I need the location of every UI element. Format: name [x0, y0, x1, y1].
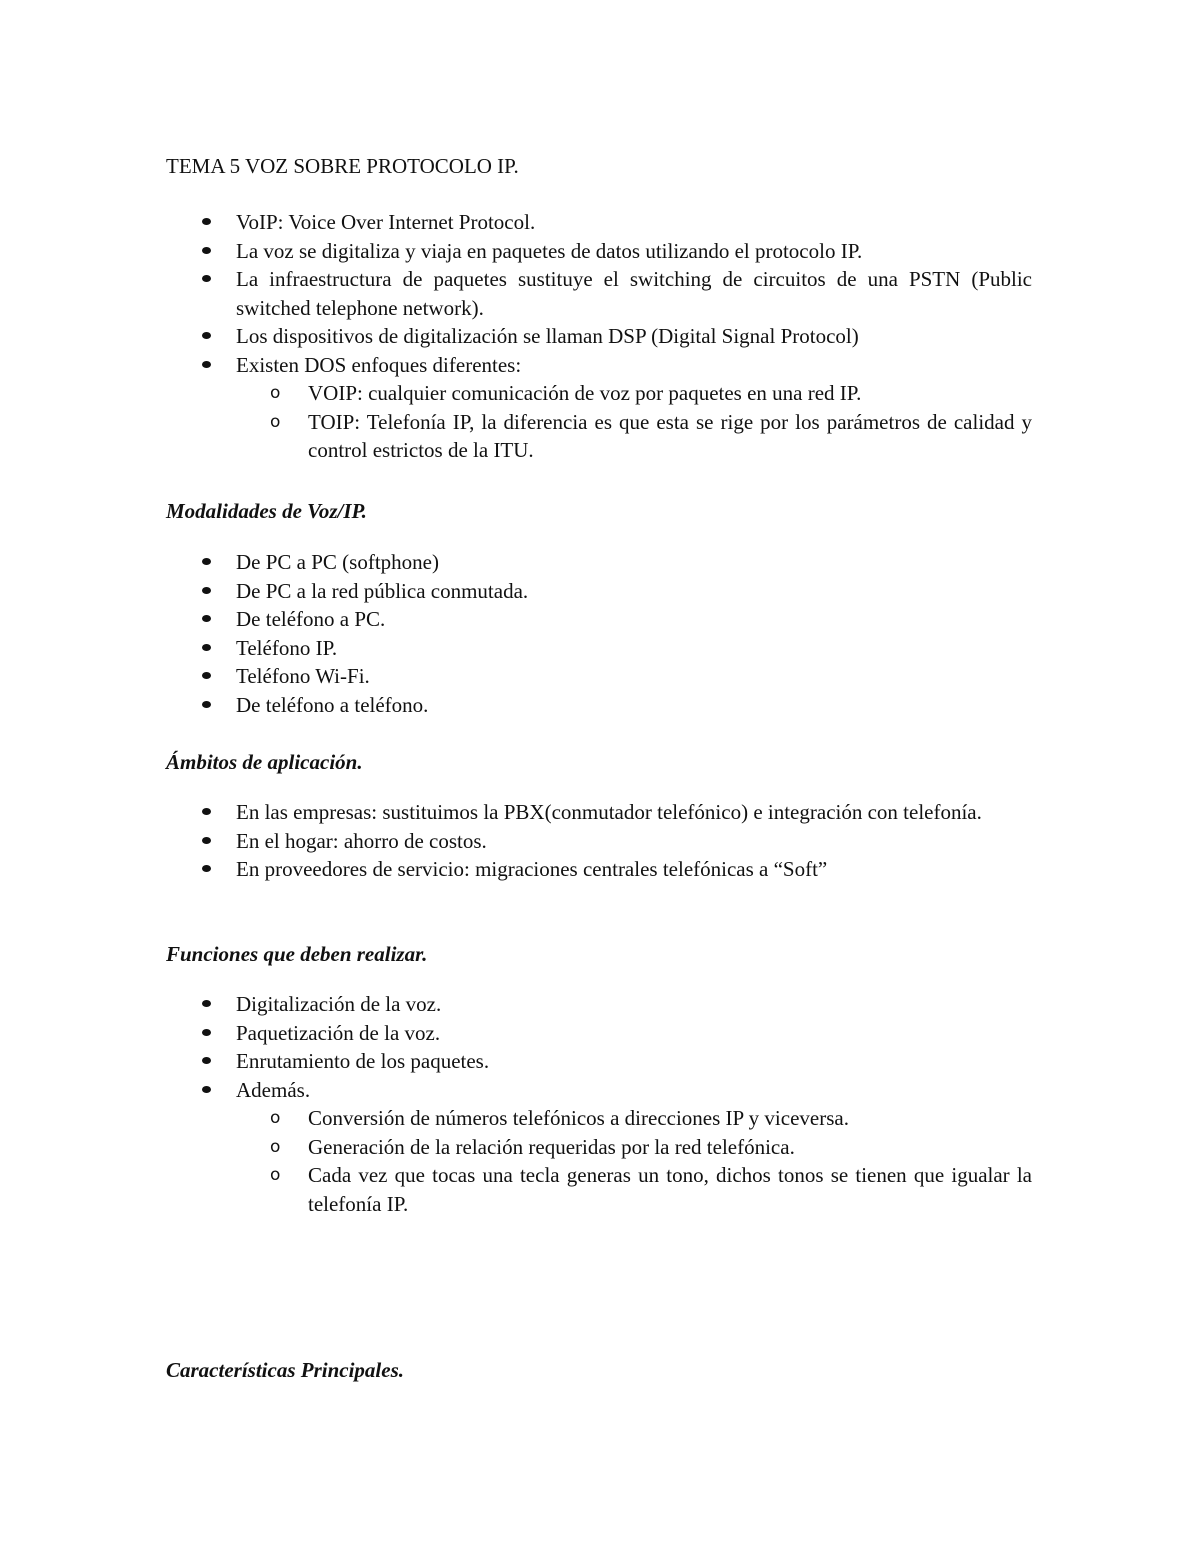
sub-list-item: o TOIP: Telefonía IP, la diferencia es que esta se rige por los parámetros de calidad y control estrictos de la ITU.	[236, 408, 1032, 465]
enfoques-sublist	[236, 379, 1032, 465]
list-item: Paquetización de la voz.	[166, 1019, 1032, 1048]
heading-modalidades: Modalidades de Voz/IP.	[166, 499, 367, 523]
list-item: En proveedores de servicio: migraciones centrales telefónicas a “Soft”	[166, 855, 1032, 884]
sub-list-item: o Cada vez que tocas una tecla generas un tono, dichos tonos se tienen que igualar la telefonía IP.	[236, 1161, 1032, 1218]
sub-list-item: o Generación de la relación requeridas por la red telefónica.	[236, 1133, 1032, 1162]
list-item: La infraestructura de paquetes sustituye el switching de circuitos de una PSTN (Public switched telephone network).	[166, 265, 1032, 322]
modalidades-list	[166, 548, 1032, 719]
ademas-sublist	[236, 1104, 1032, 1218]
list-item: VoIP: Voice Over Internet Protocol.	[166, 208, 1032, 237]
list-item: Enrutamiento de los paquetes.	[166, 1047, 1032, 1076]
list-item: Los dispositivos de digitalización se llaman DSP (Digital Signal Protocol)	[166, 322, 1032, 351]
list-item	[166, 351, 1032, 465]
heading-ambitos: Ámbitos de aplicación.	[166, 750, 363, 774]
heading-funciones: Funciones que deben realizar.	[166, 942, 428, 966]
list-item: De PC a la red pública conmutada.	[166, 577, 1032, 606]
sub-list-item: o VOIP: cualquier comunicación de voz por paquetes en una red IP.	[236, 379, 1032, 408]
intro-list	[166, 208, 1032, 465]
list-item: De PC a PC (softphone)	[166, 548, 1032, 577]
list-item: Teléfono Wi-Fi.	[166, 662, 1032, 691]
list-item-text: Existen DOS enfoques diferentes:	[236, 352, 522, 377]
list-item: Digitalización de la voz.	[166, 990, 1032, 1019]
heading-caracteristicas: Características Principales.	[166, 1358, 404, 1382]
list-item: De teléfono a PC.	[166, 605, 1032, 634]
list-item	[166, 1076, 1032, 1219]
list-item: Teléfono IP.	[166, 634, 1032, 663]
list-item: De teléfono a teléfono.	[166, 691, 1032, 720]
list-item: En las empresas: sustituimos la PBX(conmutador telefónico) e integración con telefonía.	[166, 798, 1032, 827]
ambitos-list	[166, 798, 1032, 884]
sub-list-item: o Conversión de números telefónicos a direcciones IP y viceversa.	[236, 1104, 1032, 1133]
list-item-text: Además.	[236, 1077, 311, 1102]
funciones-list	[166, 990, 1032, 1218]
list-item: En el hogar: ahorro de costos.	[166, 827, 1032, 856]
document-title: TEMA 5 VOZ SOBRE PROTOCOLO IP.	[166, 154, 519, 178]
list-item: La voz se digitaliza y viaja en paquetes de datos utilizando el protocolo IP.	[166, 237, 1032, 266]
